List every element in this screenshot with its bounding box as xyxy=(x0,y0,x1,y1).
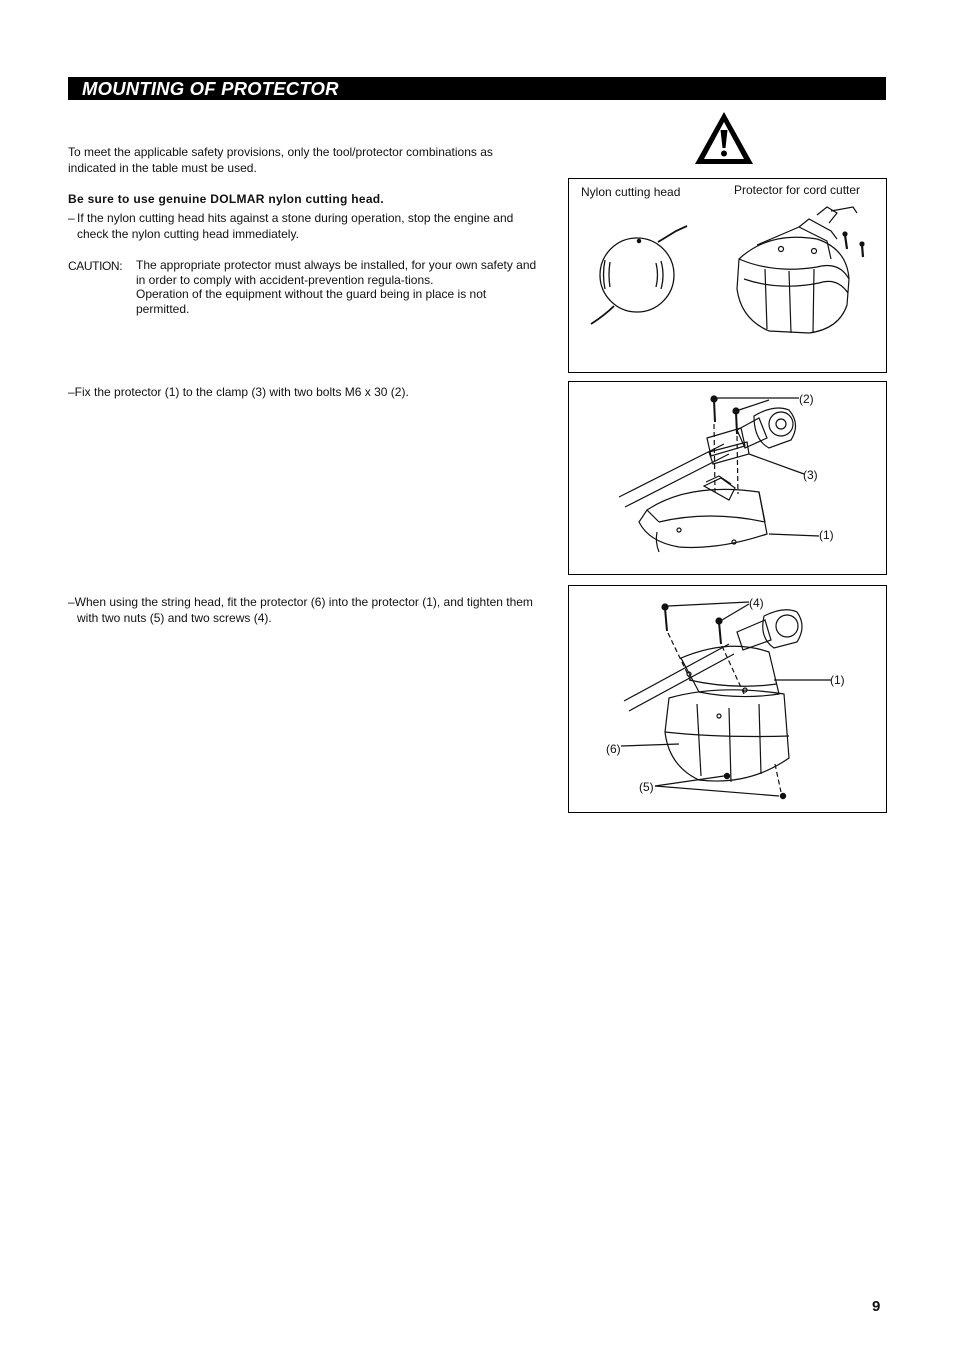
cord-protector-column-header: Protector for cord cutter xyxy=(734,183,861,197)
page-title: MOUNTING OF PROTECTOR xyxy=(82,78,339,99)
step-fix-protector: –Fix the protector (1) to the clamp (3) with two bolts M6 x 30 (2). xyxy=(68,385,409,399)
clamp-mounting-figure xyxy=(568,381,887,575)
section-title-bar xyxy=(68,77,886,100)
nylon-head-column-header: Nylon cutting head xyxy=(581,185,681,199)
caution-text-2: Operation of the equipment without the guard being in place is not permitted. xyxy=(136,287,487,316)
combination-table xyxy=(568,178,887,373)
label-clamp: (3) xyxy=(803,468,818,482)
label-nuts: (5) xyxy=(639,780,654,794)
string-head-illustration xyxy=(569,586,886,812)
label-bolts: (2) xyxy=(799,392,814,406)
stone-hit-text: If the nylon cutting head hits against a stone during operation, stop the engine and check the nylon cutting head immediately. xyxy=(77,211,514,241)
caution-text-1: The appropriate protector must always be installed, for your own safety and in order to comply with accident-prevention regula-tions. xyxy=(136,258,537,287)
label-screws: (4) xyxy=(749,596,764,610)
caution-block xyxy=(68,258,538,316)
warning-triangle-icon xyxy=(693,110,755,166)
label-protector-6: (6) xyxy=(606,742,621,756)
genuine-head-note: Be sure to use genuine DOLMAR nylon cutting head. xyxy=(68,192,385,206)
nylon-cutting-head-drawing xyxy=(591,226,687,324)
step-string-head xyxy=(68,594,538,626)
clamp-mounting-illustration xyxy=(569,382,886,574)
caution-label: CAUTION: xyxy=(68,259,123,273)
string-head-figure xyxy=(568,585,887,813)
combination-illustration xyxy=(569,179,886,372)
cord-protector-drawing xyxy=(737,207,864,333)
step-string-head-text: –When using the string head, fit the protector (6) into the protector (1), and tighten them with two nuts (5) and two screws (4). xyxy=(68,595,533,625)
label-protector-1: (1) xyxy=(830,673,845,687)
stone-hit-instruction xyxy=(68,210,528,242)
dash-marker: – xyxy=(68,211,75,225)
intro-paragraph: To meet the applicable safety provisions, only the tool/protector combinations as indicated in the table must be used. xyxy=(68,145,493,175)
page-number: 9 xyxy=(872,1298,881,1315)
label-protector: (1) xyxy=(819,528,834,542)
